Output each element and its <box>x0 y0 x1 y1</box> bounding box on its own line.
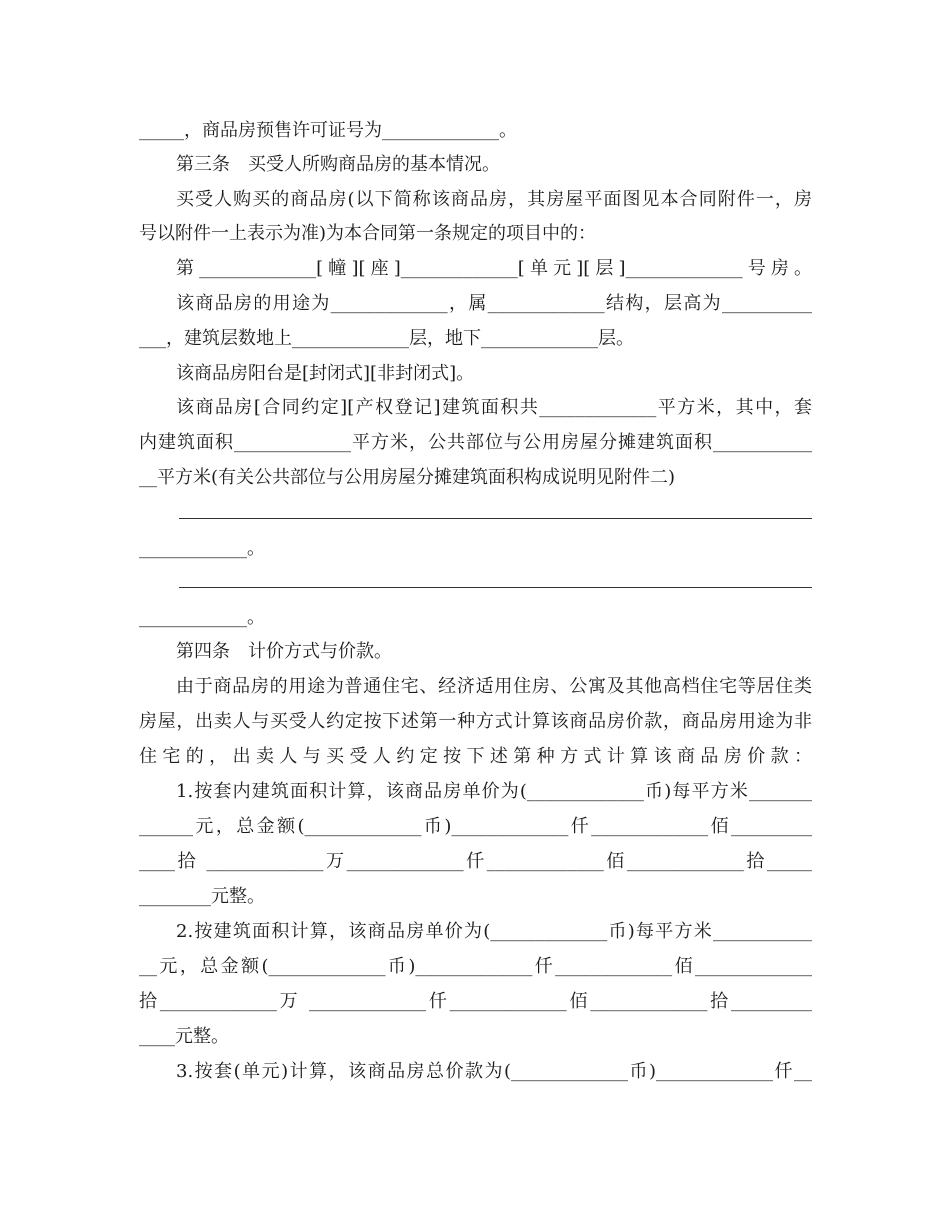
balcony-line: 该商品房阳台是[封闭式][非封闭式]。 <box>176 363 475 384</box>
blank-rule <box>179 518 812 519</box>
pricing-method-1: ______元，总金额(_____________币)_____________仟_____________佰_________ <box>139 816 812 837</box>
area-line: 该商品房[合同约定][产权登记]建筑面积共_____________平方米，其中，套 <box>176 397 812 418</box>
area-line: __平方米(有关公共部位与公用房屋分摊建筑面积构成说明见附件二) <box>139 467 676 488</box>
blank-rule <box>179 587 812 588</box>
paragraph-line: 号以附件一上表示为准)为本合同第一条规定的项目中的： <box>139 223 597 244</box>
pricing-method-2: __元，总金额(_____________币)_____________仟_____________佰_____________ <box>139 956 812 977</box>
paragraph-line: 由于商品房的用途为普通住宅、经济适用住房、公寓及其他高档住宅等居住类 <box>176 676 812 697</box>
floors-line: ___，建筑层数地上_____________层，地下_____________层。 <box>139 328 634 349</box>
usage-structure-line: 该商品房的用途为_____________，属_____________结构，层高为__________ <box>176 293 812 314</box>
paragraph-line: 房屋，出卖人与买受人约定按下述第一种方式计算该商品房价款，商品房用途为非 <box>139 711 812 732</box>
pricing-method-1: ____拾 _____________万_____________仟_____________佰_____________拾_____ <box>139 851 812 872</box>
area-line: 内建筑面积_____________平方米，公共部位与公用房屋分摊建筑面积___________ <box>139 432 812 453</box>
article-3-heading: 第三条 买受人所购商品房的基本情况。 <box>176 154 500 175</box>
pricing-method-1: 1.按套内建筑面积计算，该商品房单价为(_____________币)每平方米_______ <box>176 781 812 802</box>
paragraph-line: 住宅的，出卖人与买受人约定按下述第种方式计算该商品房价款： <box>139 746 812 767</box>
article-4-heading: 第四条 计价方式与价款。 <box>176 641 392 662</box>
pricing-method-2: 2.按建筑面积计算，该商品房单价为(_____________币)每平方米___________ <box>176 921 812 942</box>
paragraph-line: 买受人购买的商品房(以下简称该商品房，其房屋平面图见本合同附件一，房 <box>176 189 812 210</box>
pricing-method-2: 拾_____________万 _____________仟_____________佰_____________拾_________ <box>139 991 812 1012</box>
blank-end-line: ____________。 <box>139 607 265 628</box>
pricing-method-2: ____元整。 <box>139 1026 229 1047</box>
pricing-method-1: ________元整。 <box>139 886 265 907</box>
pricing-method-3: 3.按套(单元)计算，该商品房总价款为(_____________币)_____________仟__ <box>176 1061 812 1082</box>
unit-number-line: 第_____________[幢][座]_____________[单元][层]_____________号房。 <box>176 258 812 279</box>
blank-end-line: ____________。 <box>139 538 265 559</box>
presale-permit-line: _____，商品房预售许可证号为_____________。 <box>139 120 517 141</box>
